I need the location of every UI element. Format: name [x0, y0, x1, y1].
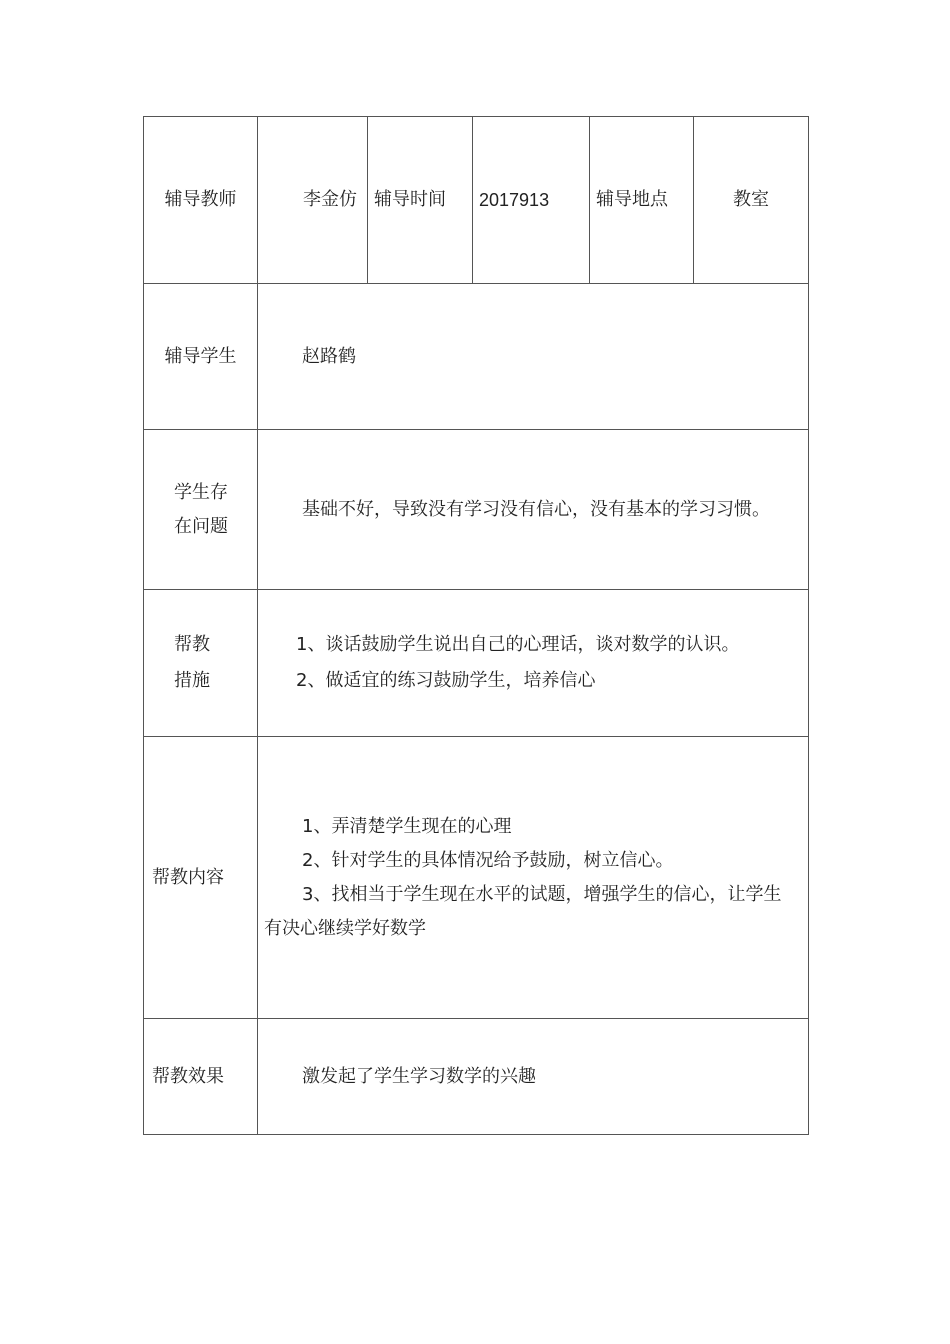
problem-value: 基础不好，导致没有学习没有信心，没有基本的学习习惯。 [258, 430, 809, 590]
measure-item: 2、做适宜的练习鼓励学生，培养信心 [296, 670, 596, 691]
content-item: 2、针对学生的具体情况给予鼓励，树立信心。 [302, 849, 674, 871]
content-list [258, 737, 809, 1019]
measure-item: 1、谈话鼓励学生说出自己的心理话，谈对数学的认识。 [296, 634, 740, 655]
row-teacher-info [144, 117, 809, 284]
measures-label-line2: 措施 [174, 670, 210, 691]
measures-label-line1: 帮教 [174, 634, 210, 655]
row-measures [144, 590, 809, 737]
row-effect [144, 1019, 809, 1135]
place-label: 辅导地点 [590, 117, 694, 284]
teacher-value: 李金仿 [258, 117, 368, 284]
row-problem [144, 430, 809, 590]
problem-label-line1: 学生存 [174, 481, 228, 503]
teacher-label: 辅导教师 [144, 117, 258, 284]
tutoring-record-table [143, 116, 809, 1135]
content-item: 1、弄清楚学生现在的心理 [302, 815, 512, 837]
place-value: 教室 [694, 117, 809, 284]
content-item: 3、找相当于学生现在水平的试题，增强学生的信心，让学生有决心继续学好数学 [264, 883, 782, 939]
problem-label-line2: 在问题 [174, 515, 228, 537]
effect-label: 帮教效果 [144, 1019, 258, 1135]
row-content [144, 737, 809, 1019]
content-label: 帮教内容 [144, 737, 258, 1019]
measures-list [258, 590, 809, 737]
measures-label [144, 590, 258, 737]
row-student [144, 284, 809, 430]
time-label: 辅导时间 [368, 117, 473, 284]
student-value: 赵路鹤 [258, 284, 809, 430]
student-label: 辅导学生 [144, 284, 258, 430]
time-value: 2017913 [473, 117, 590, 284]
problem-label [144, 430, 258, 590]
effect-value: 激发起了学生学习数学的兴趣 [258, 1019, 809, 1135]
